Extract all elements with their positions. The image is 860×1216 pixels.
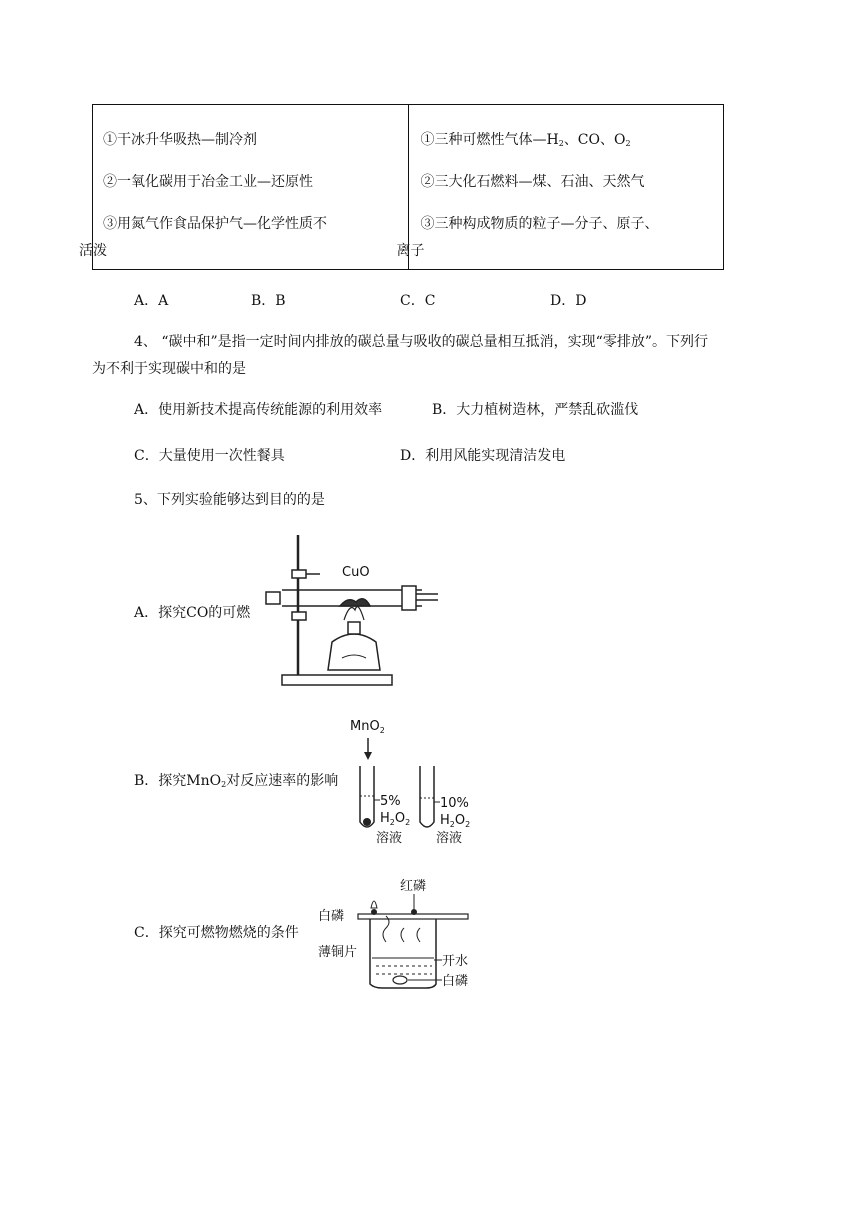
tube-1-concentration: 5%: [380, 794, 401, 809]
hot-water-label: 开水: [442, 954, 469, 969]
q5-option-b: [134, 772, 338, 794]
white-phosphorus-bottom-label: 白磷: [442, 974, 469, 989]
q3-option-b: B．B: [251, 293, 286, 309]
right-line-1-mid: 、CO、O: [563, 132, 626, 148]
copper-sheet-label: 薄铜片: [318, 945, 358, 960]
flame: [344, 607, 364, 620]
cuo-label: CuO: [342, 565, 370, 580]
stopper-right: [402, 586, 416, 610]
tube-1-h2o2: $H_2O_2$: [380, 811, 411, 827]
q5-option-b-pre: B．探究MnO: [134, 773, 222, 789]
q5-option-b-post: 对反应速率的影响: [226, 773, 339, 789]
phosphorus-flame: [371, 901, 377, 908]
clamp-bottom: [292, 612, 306, 620]
white-phosphorus-underwater: [393, 976, 407, 984]
right-line-1-pre: ①三种可燃性气体—H: [420, 132, 559, 148]
mno2-label: MnO$_2$: [350, 719, 385, 735]
steam-1: [383, 916, 389, 942]
q3-option-a: A．A: [134, 293, 169, 309]
right-line-1-sub1: 2: [558, 139, 564, 148]
tube-2-solution: 溶液: [436, 831, 463, 846]
q4-option-b: B．大力植树造林，严禁乱砍滥伐: [432, 402, 639, 418]
cuo-powder: [340, 599, 370, 606]
q5-stem: 5、下列实验能够达到目的的是: [134, 492, 325, 508]
tube-2-h2o2: $H_2O_2$: [440, 813, 471, 829]
right-line-3: ③三种构成物质的粒子—分子、原子、: [420, 216, 659, 232]
figure-b-test-tubes: [340, 710, 490, 850]
right-line-2: ②三大化石燃料—煤、石油、天然气: [420, 174, 645, 190]
burner-body: [328, 634, 380, 670]
q4-stem-line-1: 4、 “碳中和”是指一定时间内排放的碳总量与吸收的碳总量相互抵消，实现“零排放”。下列行: [134, 334, 708, 350]
burner-neck: [348, 622, 360, 634]
q4-stem-line-2: 为不利于实现碳中和的是: [92, 361, 246, 377]
q5-option-a: A．探究CO的可燃: [134, 605, 251, 621]
q5-option-b-sub: 2: [221, 780, 227, 789]
figure-a-co-apparatus: [262, 530, 442, 690]
figure-c-combustion: [316, 872, 486, 997]
left-line-4: 活泼: [79, 243, 107, 259]
tube-1: [360, 766, 374, 827]
q3-option-d: D．D: [550, 293, 587, 309]
mno2-particle: [363, 818, 371, 826]
tube-2: [420, 766, 434, 827]
q3-table-left-cell: [79, 105, 409, 270]
left-line-2: ②一氧化碳用于冶金工业—还原性: [103, 174, 313, 190]
q4-option-d: D．利用风能实现清洁发电: [400, 448, 566, 464]
q4-option-c: C．大量使用一次性餐具: [134, 448, 285, 464]
left-line-3: ③用氮气作食品保护气—化学性质不: [103, 216, 327, 232]
arrow-head: [364, 752, 372, 760]
right-line-1-sub2: 2: [625, 139, 631, 148]
right-line-1: [421, 131, 631, 153]
q5-option-c: C．探究可燃物燃烧的条件: [134, 925, 299, 941]
clamp-top: [292, 570, 306, 578]
q3-option-c: C．C: [400, 293, 436, 309]
stand-base: [282, 675, 392, 685]
tube-2-concentration: 10%: [440, 796, 469, 811]
left-line-1: ①干冰升华吸热—制冷剂: [103, 132, 257, 148]
red-phosphorus-label: 红磷: [400, 879, 427, 894]
red-phosphorus: [411, 909, 417, 915]
white-phosphorus-top-label: 白磷: [318, 909, 345, 924]
tube-1-solution: 溶液: [376, 831, 403, 846]
q3-table-right-cell: [396, 105, 724, 270]
steam-3: [417, 928, 420, 942]
stopper-left: [266, 592, 280, 604]
q3-table: [79, 104, 724, 270]
q4-option-a: A．使用新技术提高传统能源的利用效率: [134, 402, 383, 418]
steam-2: [401, 928, 404, 942]
right-line-4: 离子: [396, 243, 425, 259]
white-phosphorus-top: [371, 909, 377, 915]
